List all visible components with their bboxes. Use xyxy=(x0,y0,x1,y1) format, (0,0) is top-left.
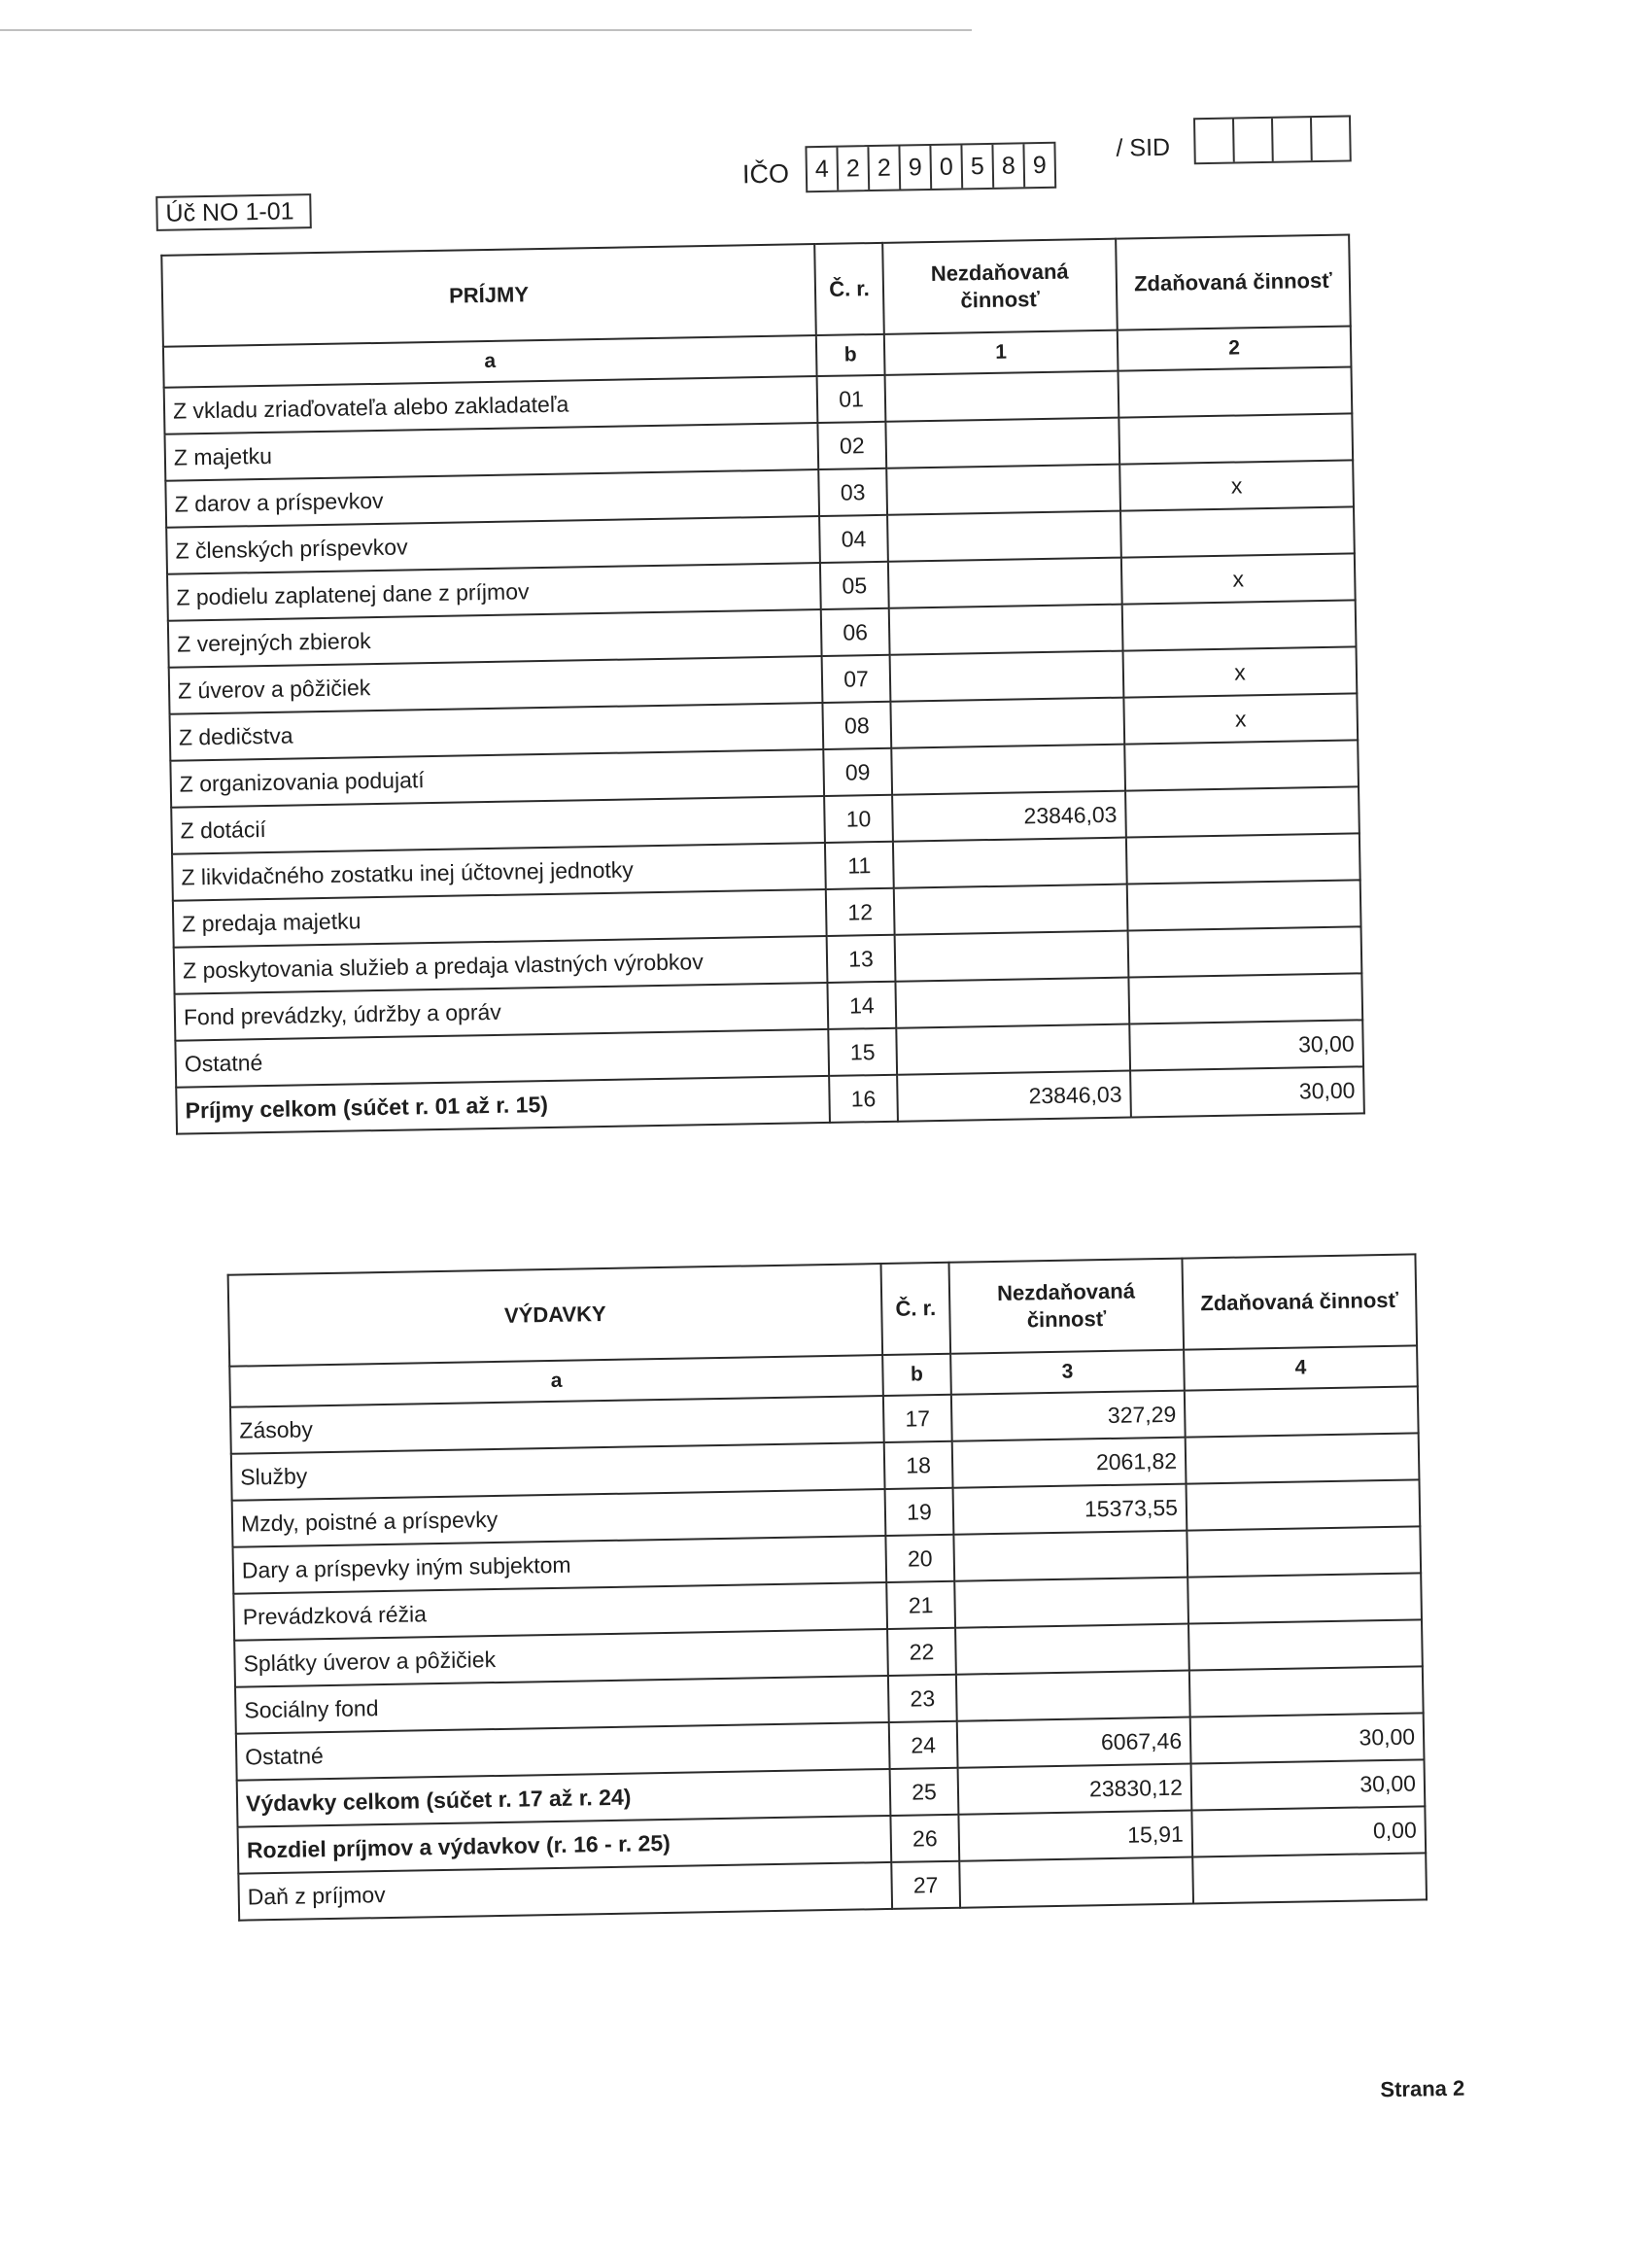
sid-label: / SID xyxy=(1116,133,1171,162)
value-zdanovana: 30,00 xyxy=(1190,1713,1425,1763)
row-number: 04 xyxy=(819,515,888,563)
row-label: Z organizovania podujatí xyxy=(170,749,824,808)
value-zdanovana: x xyxy=(1121,553,1356,604)
col-zdanovana-header: Zdaňovaná činnosť xyxy=(1182,1254,1417,1349)
ico-number-boxes xyxy=(805,142,1056,192)
row-number: 24 xyxy=(889,1721,958,1769)
row-label: Z darov a príspevkov xyxy=(165,469,819,528)
value-nezdanovana xyxy=(894,885,1128,935)
row-label: Ostatné xyxy=(236,1722,890,1781)
value-nezdanovana: 23846,03 xyxy=(892,791,1126,842)
row-label: Z podielu zaplatenej dane z príjmov xyxy=(167,563,821,621)
value-nezdanovana: 327,29 xyxy=(951,1391,1186,1441)
value-zdanovana xyxy=(1120,506,1355,557)
row-number: 05 xyxy=(820,562,889,609)
row-label: Rozdiel príjmov a výdavkov (r. 16 - r. 25) xyxy=(238,1816,892,1874)
value-zdanovana xyxy=(1185,1386,1419,1437)
row-number: 18 xyxy=(884,1441,953,1489)
row-label: Príjmy celkom (súčet r. 01 až r. 15) xyxy=(176,1076,830,1134)
prijmy-rows xyxy=(164,366,1364,1133)
value-zdanovana xyxy=(1128,926,1362,977)
value-nezdanovana xyxy=(885,418,1119,468)
row-number: 06 xyxy=(821,608,890,656)
value-zdanovana xyxy=(1128,973,1362,1023)
value-nezdanovana xyxy=(895,931,1129,982)
col-nezdanovana-header: Nezdaňovaná činnosť xyxy=(882,239,1118,334)
value-nezdanovana xyxy=(888,558,1122,608)
value-zdanovana xyxy=(1127,880,1361,930)
col-cr-header: Č. r. xyxy=(814,243,884,335)
row-label: Fond prevádzky, údržby a opráv xyxy=(175,983,829,1041)
row-number: 21 xyxy=(886,1581,955,1629)
value-nezdanovana xyxy=(955,1624,1189,1675)
value-zdanovana: 0,00 xyxy=(1191,1806,1426,1856)
row-number: 23 xyxy=(888,1675,957,1722)
subheader-a: a xyxy=(229,1355,883,1407)
value-zdanovana xyxy=(1186,1433,1420,1483)
vydavky-table xyxy=(227,1253,1428,1921)
prijmy-title: PRÍJMY xyxy=(161,244,816,347)
col-zdanovana-header: Zdaňovaná činnosť xyxy=(1116,234,1351,330)
row-label: Z majetku xyxy=(164,423,818,481)
row-number: 02 xyxy=(817,422,886,469)
value-nezdanovana: 15,91 xyxy=(958,1811,1192,1861)
row-label: Splátky úverov a pôžičiek xyxy=(234,1629,888,1687)
value-nezdanovana xyxy=(956,1671,1190,1721)
row-label: Služby xyxy=(231,1442,885,1501)
ico-digit: 0 xyxy=(931,145,963,189)
subheader-b: b xyxy=(816,334,885,376)
row-label: Z vkladu zriaďovateľa alebo zakladateľa xyxy=(164,376,818,434)
value-zdanovana: 30,00 xyxy=(1191,1759,1426,1810)
value-zdanovana xyxy=(1187,1479,1421,1530)
row-number: 09 xyxy=(823,748,892,796)
row-label: Zásoby xyxy=(230,1396,884,1454)
value-nezdanovana xyxy=(885,371,1119,422)
row-number: 20 xyxy=(885,1535,954,1582)
ico-digit: 2 xyxy=(838,147,870,191)
ico-digit: 5 xyxy=(962,145,994,189)
page-number: Strana 2 xyxy=(1380,2075,1465,2102)
value-zdanovana xyxy=(1119,366,1353,417)
subheader-3: 3 xyxy=(950,1350,1185,1395)
value-nezdanovana: 6067,46 xyxy=(957,1717,1191,1768)
row-number: 14 xyxy=(827,982,896,1029)
subheader-2: 2 xyxy=(1118,326,1352,370)
sid-digit-box xyxy=(1195,120,1235,163)
row-label: Ostatné xyxy=(175,1029,829,1088)
row-number: 17 xyxy=(883,1395,952,1442)
value-zdanovana: x xyxy=(1119,460,1354,510)
value-nezdanovana xyxy=(895,978,1129,1028)
value-zdanovana: 30,00 xyxy=(1129,1020,1363,1070)
value-zdanovana xyxy=(1189,1666,1424,1717)
value-nezdanovana xyxy=(954,1578,1188,1628)
value-zdanovana xyxy=(1119,413,1353,464)
value-nezdanovana: 2061,82 xyxy=(952,1438,1187,1488)
row-label: Daň z príjmov xyxy=(238,1862,892,1921)
value-nezdanovana xyxy=(890,651,1124,702)
ico-digit: 2 xyxy=(869,147,901,191)
row-label: Z dotácií xyxy=(171,796,825,854)
value-nezdanovana xyxy=(891,745,1125,795)
row-number: 07 xyxy=(822,655,891,703)
row-label: Sociálny fond xyxy=(235,1676,889,1734)
row-number: 22 xyxy=(887,1628,956,1676)
col-nezdanovana-header: Nezdaňovaná činnosť xyxy=(948,1259,1184,1354)
value-zdanovana xyxy=(1188,1619,1423,1670)
sid-digit-box xyxy=(1234,119,1274,162)
row-number: 25 xyxy=(890,1768,959,1816)
row-label: Z členských príspevkov xyxy=(166,516,820,574)
subheader-4: 4 xyxy=(1184,1345,1418,1390)
value-nezdanovana xyxy=(890,698,1124,748)
row-label: Dary a príspevky iným subjektom xyxy=(232,1536,886,1594)
value-nezdanovana xyxy=(887,511,1121,562)
subheader-a: a xyxy=(163,335,817,388)
value-zdanovana xyxy=(1187,1573,1422,1623)
row-label: Z úverov a pôžičiek xyxy=(169,656,823,714)
ico-digit: 4 xyxy=(807,148,839,191)
row-number: 08 xyxy=(822,702,891,749)
value-nezdanovana xyxy=(959,1857,1193,1908)
row-label: Z likvidačného zostatku inej účtovnej jednotky xyxy=(172,843,826,901)
subheader-b: b xyxy=(882,1354,951,1396)
row-number: 15 xyxy=(828,1028,897,1076)
value-zdanovana xyxy=(1192,1853,1427,1903)
row-label: Z dedičstva xyxy=(170,703,824,761)
row-number: 27 xyxy=(891,1861,960,1909)
row-number: 10 xyxy=(824,795,893,843)
ico-digit: 8 xyxy=(993,144,1025,188)
vydavky-title: VÝDAVKY xyxy=(228,1264,883,1367)
row-label: Z poskytovania služieb a predaja vlastných výrobkov xyxy=(174,936,828,994)
row-number: 03 xyxy=(818,468,887,516)
ico-digit: 9 xyxy=(1032,151,1047,180)
row-number: 16 xyxy=(829,1075,898,1123)
ico-label: IČO xyxy=(741,158,790,190)
sid-digit-box xyxy=(1273,118,1313,161)
value-nezdanovana xyxy=(953,1531,1187,1581)
value-zdanovana: 30,00 xyxy=(1130,1066,1364,1117)
value-zdanovana xyxy=(1124,740,1359,790)
value-zdanovana xyxy=(1122,600,1357,650)
value-zdanovana: x xyxy=(1123,646,1358,697)
row-label: Z verejných zbierok xyxy=(168,609,822,668)
value-nezdanovana xyxy=(896,1024,1130,1075)
form-code-label: Úč NO 1-01 xyxy=(155,193,312,231)
row-number: 12 xyxy=(826,888,895,936)
row-label: Prevádzková réžia xyxy=(233,1582,887,1641)
prijmy-table xyxy=(160,233,1365,1134)
row-number: 01 xyxy=(817,375,886,423)
row-number: 26 xyxy=(890,1815,959,1862)
value-nezdanovana: 15373,55 xyxy=(953,1484,1187,1535)
ico-digit: 9 xyxy=(900,146,932,190)
value-nezdanovana xyxy=(893,838,1127,888)
row-label: Mzdy, poistné a príspevky xyxy=(232,1489,886,1547)
value-zdanovana: x xyxy=(1123,693,1358,744)
value-zdanovana xyxy=(1187,1526,1421,1577)
value-nezdanovana: 23846,03 xyxy=(897,1071,1131,1122)
value-nezdanovana: 23830,12 xyxy=(958,1764,1192,1815)
subheader-1: 1 xyxy=(884,330,1119,375)
row-number: 11 xyxy=(825,842,894,889)
sid-boxes xyxy=(1193,115,1352,164)
value-zdanovana xyxy=(1126,833,1360,884)
row-label: Výdavky celkom (súčet r. 17 až r. 24) xyxy=(237,1769,891,1827)
vydavky-rows xyxy=(230,1386,1427,1920)
value-nezdanovana xyxy=(889,605,1123,655)
col-cr-header: Č. r. xyxy=(880,1263,950,1355)
value-zdanovana xyxy=(1125,786,1359,837)
row-label: Z predaja majetku xyxy=(173,889,827,948)
sid-digit-box xyxy=(1312,117,1350,160)
row-number: 13 xyxy=(827,935,896,983)
row-number: 19 xyxy=(885,1488,954,1536)
value-nezdanovana xyxy=(886,465,1120,515)
